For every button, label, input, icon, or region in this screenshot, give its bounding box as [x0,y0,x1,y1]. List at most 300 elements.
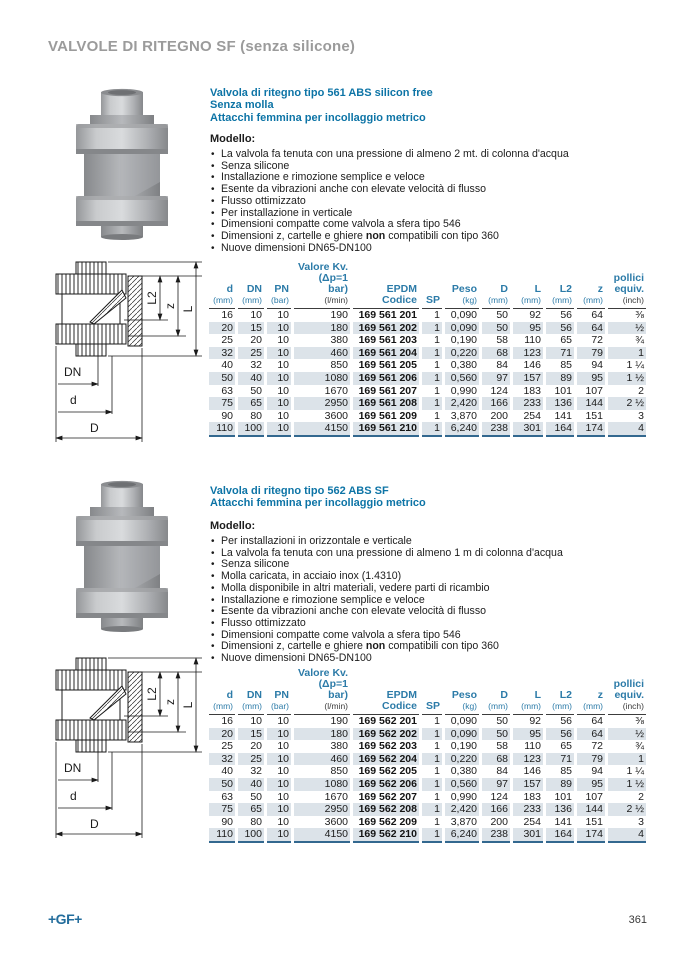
table-cell: ⅜ [635,715,644,727]
column-header: z (mm) [577,262,605,309]
table-row [209,397,646,410]
table-cell: 2 ½ [608,803,646,816]
table-cell: 2 [638,790,644,803]
table-row [209,791,646,804]
feature-bullet: • Dimensioni compatte come valvola a sfera tipo 546 [210,630,640,642]
table-cell: 0,990 [450,384,477,397]
table-cell: 0,560 [445,778,479,791]
table-cell: 95 [577,778,605,791]
page-title: VALVOLE DI RITEGNO SF (senza silicone) [48,38,356,55]
table-cell: 183 [523,790,541,803]
table-cell: 174 [577,422,605,437]
table-cell: 146 [523,765,541,778]
table-cell: 25 [238,753,264,766]
column-header: EPDM Codice [353,262,419,309]
table-cell: 71 [546,753,574,766]
table-cell: 92 [529,309,541,321]
table-row [209,803,646,816]
epdm-code-cell: 169 561 209 [358,409,417,422]
table-cell: 75 [209,803,235,816]
table-cell: 1 [434,309,440,321]
table-cell: 1 [422,397,442,410]
table-cell: 1 [422,422,442,437]
feature-list-561 [210,149,640,254]
table-cell: 164 [546,422,574,437]
table-cell: 0,090 [450,309,477,321]
table-cell: 50 [496,309,508,321]
table-cell: 15 [238,728,264,741]
table-cell: 110 [524,740,541,753]
table-cell: 1 [422,728,442,741]
table-cell: 10 [267,753,291,766]
dimension-drawing-562 [32,654,204,842]
table-cell: 233 [513,803,543,816]
table-cell: 10 [267,803,291,816]
valve-photo-562 [57,480,187,632]
table-cell: 72 [591,740,603,753]
column-header: DN (mm) [238,668,264,715]
table-cell: 10 [250,309,262,321]
table-row [209,728,646,741]
column-header: SP [422,668,442,715]
table-cell: 50 [209,778,235,791]
section-heading-line: Attacchi femmina per incollaggio metrico [210,497,426,510]
table-cell: 166 [482,397,510,410]
column-header: Valore Kv. (Δp=1 bar) (l/min) [294,262,350,309]
table-cell: 200 [490,815,508,828]
table-cell: 3 [638,815,644,828]
table-cell: 0,560 [445,372,479,385]
table-cell: 63 [221,790,233,803]
column-header: L (mm) [513,668,543,715]
table-cell: 20 [209,322,235,335]
table-cell: 460 [294,347,350,360]
epdm-code-cell: 169 562 210 [353,828,419,843]
table-cell: 2 ½ [608,397,646,410]
table-row [209,816,646,829]
table-cell: 32 [250,359,262,372]
table-cell: 144 [577,397,605,410]
table-cell: 15 [238,322,264,335]
table-cell: 25 [221,334,233,347]
epdm-code-cell: 169 562 202 [353,728,419,741]
table-row [209,753,646,766]
column-header: Peso (kg) [445,262,479,309]
table-cell: 58 [496,334,508,347]
table-cell: 10 [250,715,262,727]
table-cell: 164 [546,828,574,843]
table-cell: 123 [513,753,543,766]
table-cell: 68 [482,753,510,766]
table-cell: 90 [221,409,233,422]
table-cell: 100 [238,422,264,437]
feature-bullet: • Flusso ottimizzato [210,196,640,208]
column-header: L (mm) [513,262,543,309]
table-cell: 1670 [324,790,348,803]
table-cell: 10 [277,309,289,321]
epdm-code-cell: 169 562 201 [358,715,417,727]
model-label: Modello: [210,520,256,532]
table-cell: 301 [513,422,543,437]
section-heading-line: Valvola di ritegno tipo 562 ABS SF [210,485,389,497]
table-cell: 166 [482,803,510,816]
table-cell: 10 [267,322,291,335]
table-cell: 16 [221,715,233,727]
table-cell: 1 [422,347,442,360]
table-cell: 85 [560,359,572,372]
table-row [209,828,646,843]
dimension-drawing-561 [32,258,204,446]
table-cell: 6,240 [445,422,479,437]
table-cell: 65 [238,803,264,816]
section-heading-562 [210,485,426,510]
table-cell: 180 [294,728,350,741]
model-label: Modello: [210,133,256,145]
table-cell: 1 [434,334,440,347]
feature-bullet: • Senza silicone [210,559,640,571]
table-cell: 2,420 [445,803,479,816]
table-cell: 64 [577,322,605,335]
table-row [209,309,646,322]
column-header: z (mm) [577,668,605,715]
table-cell: 92 [529,715,541,727]
table-cell: 58 [496,740,508,753]
table-cell: 233 [513,397,543,410]
feature-bullet: • Esente da vibrazioni anche con elevate velocità di flusso [210,184,640,196]
table-row [209,740,646,753]
column-header: d (mm) [209,262,235,309]
column-header: Valore Kv. (Δp=1 bar) (l/min) [294,668,350,715]
table-cell: 80 [250,815,262,828]
table-cell: 64 [591,309,603,321]
table-cell: 97 [482,372,510,385]
table-cell: 50 [482,728,510,741]
table-cell: 254 [523,815,541,828]
table-cell: 20 [209,728,235,741]
feature-bullet: • La valvola fa tenuta con una pressione di almeno 2 mt. di colonna d'acqua [210,149,640,161]
table-cell: 84 [496,359,508,372]
table-cell: 40 [238,778,264,791]
table-cell: 1 ¼ [626,765,644,778]
epdm-code-cell: 169 561 204 [353,347,419,360]
table-cell: 238 [482,422,510,437]
table-cell: 107 [585,790,603,803]
table-cell: 1 [422,828,442,843]
table-cell: 32 [250,765,262,778]
epdm-code-cell: 169 561 203 [358,334,417,347]
table-row [209,385,646,398]
table-cell: 50 [250,790,262,803]
table-cell: 3,870 [450,409,477,422]
table-cell: 94 [591,765,603,778]
table-cell: 3 [638,409,644,422]
table-cell: 1 [434,790,440,803]
spec-table-header-row [209,668,646,715]
table-row [209,422,646,437]
table-cell: 1 [434,815,440,828]
table-cell: 10 [277,790,289,803]
table-cell: 2950 [294,397,350,410]
column-header: pollici equiv. (inch) [608,668,646,715]
table-cell: 1 [434,384,440,397]
table-cell: 110 [209,422,235,437]
table-cell: 110 [524,334,541,347]
table-cell: 25 [221,740,233,753]
table-cell: 40 [221,765,233,778]
epdm-code-cell: 169 561 206 [353,372,419,385]
table-cell: 151 [585,815,603,828]
epdm-code-cell: 169 562 207 [358,790,417,803]
table-cell: ½ [608,322,646,335]
section-heading-line: Valvola di ritegno tipo 561 ABS silicon free [210,87,433,99]
table-cell: 65 [238,397,264,410]
table-cell: 124 [490,790,508,803]
table-cell: 4150 [294,422,350,437]
table-cell: 0,380 [450,765,477,778]
feature-bullet: • Per installazione in verticale [210,208,640,220]
table-cell: 380 [330,334,348,347]
table-row [209,715,646,728]
table-cell: 75 [209,397,235,410]
epdm-code-cell: 169 561 202 [353,322,419,335]
table-cell: 10 [267,778,291,791]
table-cell: 64 [577,728,605,741]
feature-list-562 [210,536,640,665]
table-cell: 40 [238,372,264,385]
table-cell: 10 [277,740,289,753]
table-cell: 1 [608,753,646,766]
table-row [209,778,646,791]
table-cell: 80 [250,409,262,422]
table-cell: 0,990 [450,790,477,803]
table-cell: 89 [546,372,574,385]
table-cell: 183 [523,384,541,397]
table-cell: ¾ [635,740,644,753]
table-cell: 1 [422,803,442,816]
table-cell: 85 [560,765,572,778]
table-cell: 10 [277,359,289,372]
feature-bullet: • Installazione e rimozione semplice e veloce [210,172,640,184]
table-cell: 56 [560,309,572,321]
table-cell: 1080 [294,778,350,791]
table-cell: 1 [422,372,442,385]
table-cell: 10 [267,728,291,741]
table-cell: 2950 [294,803,350,816]
table-cell: 50 [250,384,262,397]
table-cell: 10 [277,715,289,727]
column-header: d (mm) [209,668,235,715]
table-cell: 1 [422,778,442,791]
table-cell: 10 [267,347,291,360]
table-cell: 89 [546,778,574,791]
table-cell: 1 [434,409,440,422]
column-header: PN (bar) [267,262,291,309]
table-cell: ¾ [635,334,644,347]
table-cell: 136 [546,803,574,816]
table-cell: 10 [277,409,289,422]
table-cell: 254 [523,409,541,422]
table-cell: 238 [482,828,510,843]
feature-bullet: • Installazione e rimozione semplice e veloce [210,595,640,607]
table-cell: 1 ¼ [626,359,644,372]
table-cell: 71 [546,347,574,360]
table-cell: 20 [250,740,262,753]
table-cell: 40 [221,359,233,372]
table-cell: 94 [591,359,603,372]
table-cell: 50 [209,372,235,385]
table-row [209,765,646,778]
table-cell: 200 [490,409,508,422]
table-cell: 0,090 [445,728,479,741]
table-cell: 3600 [324,815,348,828]
table-cell: 380 [330,740,348,753]
column-header: SP [422,262,442,309]
table-cell: ½ [608,728,646,741]
table-cell: 136 [546,397,574,410]
table-cell: 1 [434,740,440,753]
table-cell: 4 [608,828,646,843]
table-cell: 56 [560,715,572,727]
gf-logo: +GF+ [48,911,82,927]
table-cell: 0,090 [450,715,477,727]
table-cell: 10 [267,828,291,843]
table-cell: 157 [513,372,543,385]
table-cell: 65 [560,334,572,347]
epdm-code-cell: 169 562 204 [353,753,419,766]
feature-bullet: • Per installazioni in orizzontale e verticale [210,536,640,548]
table-cell: 190 [330,309,348,321]
spec-table-562 [206,668,649,843]
table-cell: 65 [560,740,572,753]
feature-bullet: • Nuove dimensioni DN65-DN100 [210,653,640,665]
table-row [209,410,646,423]
table-cell: 95 [513,728,543,741]
column-header: L2 (mm) [546,668,574,715]
table-cell: 180 [294,322,350,335]
table-cell: 144 [577,803,605,816]
table-cell: 20 [250,334,262,347]
table-cell: 1670 [324,384,348,397]
column-header: L2 (mm) [546,262,574,309]
epdm-code-cell: 169 562 203 [358,740,417,753]
table-cell: 101 [554,790,572,803]
spec-table-561 [206,262,649,437]
table-cell: 110 [209,828,235,843]
table-cell: 100 [238,828,264,843]
table-cell: 0,380 [450,359,477,372]
feature-bullet: • Dimensioni z, cartelle e ghiere non compatibili con tipo 360 [210,641,640,653]
feature-bullet: • Dimensioni z, cartelle e ghiere non compatibili con tipo 360 [210,231,640,243]
table-cell: 10 [277,384,289,397]
table-row [209,359,646,372]
feature-bullet: • La valvola fa tenuta con una pressione di almeno 1 m di colonna d'acqua [210,548,640,560]
table-cell: 301 [513,828,543,843]
table-cell: 10 [267,422,291,437]
table-cell: 0,190 [450,740,477,753]
column-header: EPDM Codice [353,668,419,715]
table-cell: 2 [638,384,644,397]
feature-bullet: • Nuove dimensioni DN65-DN100 [210,243,640,255]
table-cell: 97 [482,778,510,791]
table-row [209,347,646,360]
table-cell: 63 [221,384,233,397]
table-cell: 1 ½ [608,372,646,385]
feature-bullet: • Molla caricata, in acciaio inox (1.4310) [210,571,640,583]
table-cell: 124 [490,384,508,397]
table-cell: 1 ½ [608,778,646,791]
bold-word: non [365,229,386,242]
table-cell: 141 [554,815,572,828]
table-cell: 64 [591,715,603,727]
table-cell: 0,090 [445,322,479,335]
table-cell: 79 [577,347,605,360]
table-cell: 460 [294,753,350,766]
column-header: D (mm) [482,262,510,309]
table-cell: 84 [496,765,508,778]
table-cell: 25 [238,347,264,360]
table-cell: 123 [513,347,543,360]
epdm-code-cell: 169 561 201 [358,309,417,321]
table-cell: 0,190 [450,334,477,347]
section-heading-line: Senza molla [210,99,274,112]
section-heading-line: Attacchi femmina per incollaggio metrico [210,111,426,124]
table-cell: 174 [577,828,605,843]
table-cell: 3,870 [450,815,477,828]
epdm-code-cell: 169 561 210 [353,422,419,437]
table-cell: ⅜ [635,309,644,321]
table-cell: 68 [482,347,510,360]
table-cell: 32 [209,753,235,766]
table-cell: 151 [585,409,603,422]
table-cell: 0,220 [445,347,479,360]
epdm-code-cell: 169 562 208 [353,803,419,816]
table-cell: 0,220 [445,753,479,766]
table-cell: 1 [608,347,646,360]
column-header: PN (bar) [267,668,291,715]
table-row [209,322,646,335]
table-cell: 850 [330,359,348,372]
table-cell: 10 [277,815,289,828]
bold-word: non [365,640,386,653]
table-cell: 107 [585,384,603,397]
table-cell: 2,420 [445,397,479,410]
table-cell: 79 [577,753,605,766]
column-header: Peso (kg) [445,668,479,715]
table-cell: 56 [546,728,574,741]
table-cell: 10 [267,372,291,385]
epdm-code-cell: 169 562 205 [358,765,417,778]
table-cell: 10 [277,334,289,347]
table-cell: 10 [267,397,291,410]
table-cell: 72 [591,334,603,347]
spec-table-header-row [209,262,646,309]
feature-bullet: • Molla disponibile in altri materiali, vedere parti di ricambio [210,583,640,595]
page-number: 361 [628,914,647,926]
table-cell: 1 [434,715,440,727]
table-cell: 3600 [324,409,348,422]
table-cell: 95 [513,322,543,335]
table-cell: 50 [482,322,510,335]
table-cell: 157 [513,778,543,791]
table-cell: 101 [554,384,572,397]
column-header: DN (mm) [238,262,264,309]
valve-photo-561 [57,88,187,240]
table-cell: 90 [221,815,233,828]
table-cell: 32 [209,347,235,360]
table-cell: 4 [608,422,646,437]
epdm-code-cell: 169 562 209 [358,815,417,828]
table-cell: 1 [422,753,442,766]
